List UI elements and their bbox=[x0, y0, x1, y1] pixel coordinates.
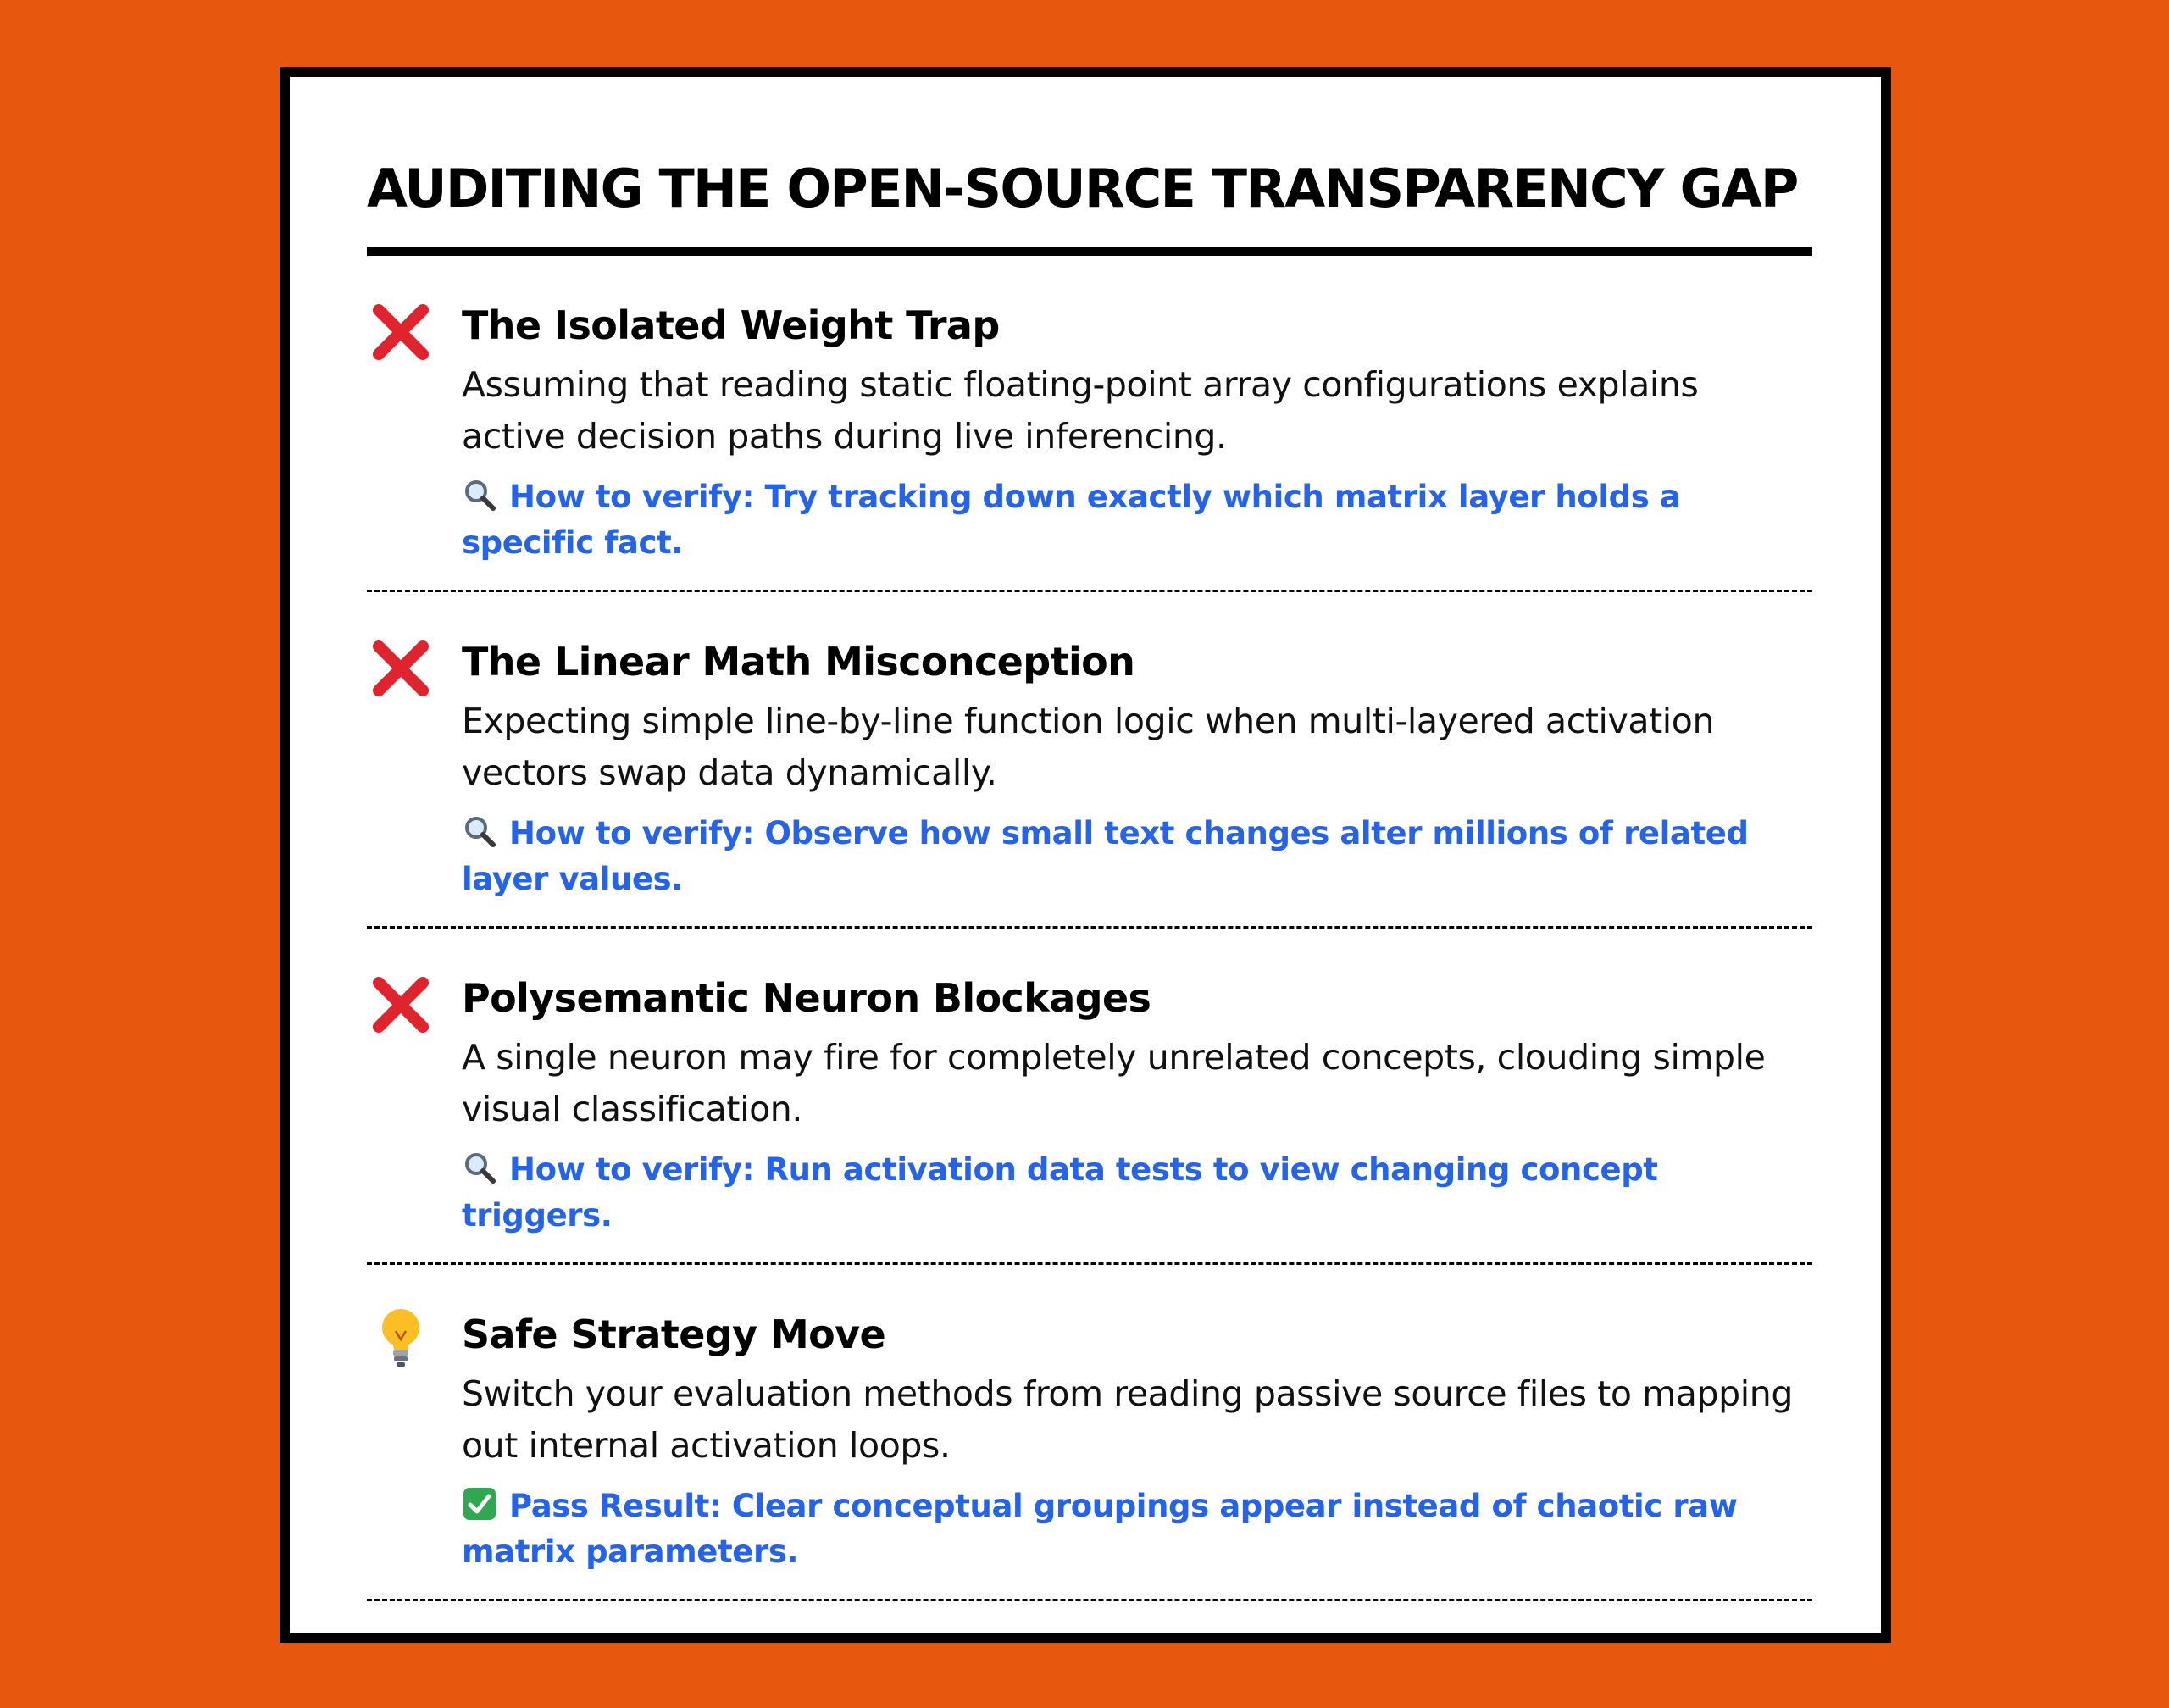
magnifying-glass-icon bbox=[462, 1150, 497, 1185]
magnifying-glass-icon bbox=[462, 813, 497, 849]
verify-text: How to verify: Try tracking down exactly which matrix layer holds a specific fact. bbox=[462, 479, 1681, 562]
item-verify bbox=[462, 1147, 1812, 1239]
item-title: The Isolated Weight Trap bbox=[462, 302, 1000, 349]
cross-mark-icon bbox=[367, 971, 435, 1039]
item-description: Switch your evaluation methods from reading passive source files to mapping out internal activation loops. bbox=[462, 1373, 1793, 1467]
check-mark-icon bbox=[462, 1486, 497, 1522]
item-title: The Linear Math Misconception bbox=[462, 639, 1135, 685]
list-item bbox=[367, 300, 1812, 592]
card-content bbox=[367, 158, 1812, 1601]
verify-text: How to verify: Observe how small text changes alter millions of related layer values. bbox=[462, 815, 1749, 898]
cross-mark-icon bbox=[367, 298, 435, 366]
list-item bbox=[367, 636, 1812, 929]
cross-mark-icon bbox=[367, 635, 435, 702]
item-verify bbox=[462, 474, 1812, 566]
item-title: Safe Strategy Move bbox=[462, 1312, 886, 1358]
lightbulb-icon bbox=[367, 1302, 435, 1370]
verify-text: Pass Result: Clear conceptual groupings appear instead of chaotic raw matrix parameters. bbox=[462, 1488, 1738, 1571]
magnifying-glass-icon bbox=[462, 477, 497, 513]
title-divider bbox=[367, 247, 1812, 256]
item-description: Assuming that reading static floating-point array configurations explains active decision paths during live inferencing. bbox=[462, 364, 1699, 458]
list-item bbox=[367, 1309, 1812, 1601]
item-description: A single neuron may fire for completely unrelated concepts, clouding simple visual classification. bbox=[462, 1037, 1766, 1130]
item-verify bbox=[462, 1483, 1812, 1575]
card bbox=[280, 67, 1891, 1643]
page-title: AUDITING THE OPEN-SOURCE TRANSPARENCY GAP bbox=[367, 158, 1798, 219]
verify-text: How to verify: Run activation data tests to view changing concept triggers. bbox=[462, 1151, 1658, 1234]
item-verify bbox=[462, 811, 1812, 902]
list-item bbox=[367, 973, 1812, 1265]
item-description: Expecting simple line-by-line function logic when multi-layered activation vectors swap data dynamically. bbox=[462, 701, 1715, 794]
item-title: Polysemantic Neuron Blockages bbox=[462, 975, 1151, 1022]
